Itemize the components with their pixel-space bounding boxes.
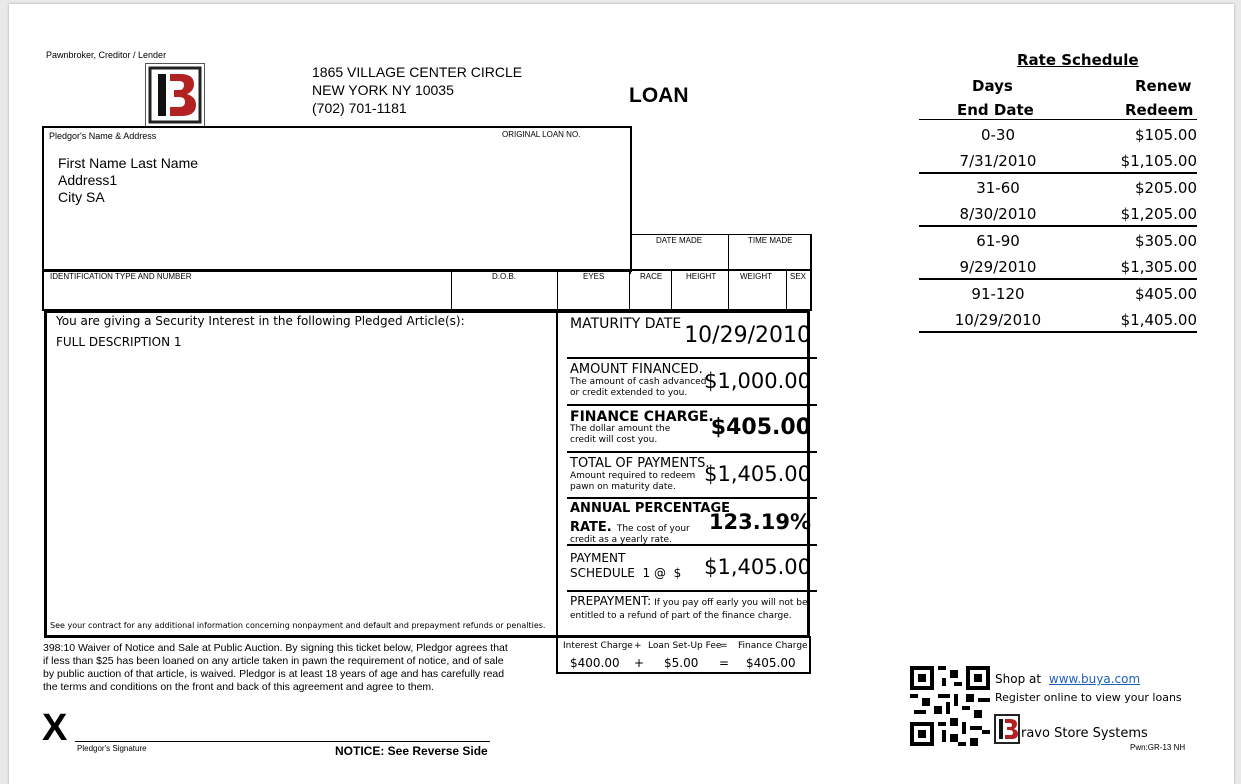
payment-schedule-value: $1,405.00 bbox=[704, 555, 811, 579]
sex-label: SEX bbox=[790, 272, 807, 281]
height-label: HEIGHT bbox=[686, 272, 717, 281]
loan-document-page bbox=[9, 4, 1234, 784]
finance-charge-value: $405.00 bbox=[710, 415, 811, 440]
rate-row-left: 9/29/2010 bbox=[959, 258, 1037, 276]
signature-line[interactable] bbox=[75, 741, 490, 742]
waiver-line-1: 398:10 Waiver of Notice and Sale at Public Auction. By signing this ticket below, Pledgor agrees that bbox=[43, 642, 508, 654]
weight-label: WEIGHT bbox=[740, 272, 772, 281]
shop-at-label: Shop at bbox=[995, 672, 1042, 686]
time-made-label: TIME MADE bbox=[748, 236, 793, 245]
original-loan-label: ORIGINAL LOAN NO. bbox=[502, 130, 581, 139]
interest-charge-label: Interest Charge bbox=[563, 641, 633, 651]
shop-at-text bbox=[995, 672, 1140, 686]
rate-col1-head2: End Date bbox=[957, 101, 1034, 119]
amount-financed-box bbox=[567, 359, 817, 406]
payment-schedule-box bbox=[567, 546, 817, 592]
rate-row-right: $205.00 bbox=[1134, 179, 1197, 197]
company-logo bbox=[145, 63, 205, 127]
rate-row-left: 0-30 bbox=[980, 126, 1016, 144]
id-type-label: IDENTIFICATION TYPE AND NUMBER bbox=[50, 272, 192, 281]
rate-row-left: 61-90 bbox=[976, 232, 1020, 250]
amount-financed-label: AMOUNT FINANCED. bbox=[570, 362, 703, 377]
finance-charge-small-value: $405.00 bbox=[746, 656, 796, 670]
prepayment-box bbox=[567, 594, 815, 621]
signature-label: Pledgor's Signature bbox=[77, 744, 147, 753]
rate-row-right: $405.00 bbox=[1134, 285, 1197, 303]
signature-mark: X bbox=[42, 707, 68, 749]
prepayment-sub2: entitled to a refund of part of the finance charge. bbox=[570, 611, 792, 621]
rate-row bbox=[919, 121, 1197, 147]
finance-charge-sub1: The dollar amount the bbox=[570, 424, 671, 434]
lender-label: Pawnbroker, Creditor / Lender bbox=[46, 50, 167, 60]
payment-label-2: SCHEDULE 1 @ $ bbox=[570, 566, 682, 580]
payment-label-1: PAYMENT bbox=[570, 551, 626, 565]
qr-code-icon bbox=[910, 666, 990, 746]
waiver-text bbox=[43, 642, 508, 694]
waiver-line-4: the terms and conditions on the front and back of this agreement and agree to them. bbox=[43, 681, 435, 693]
rate-col2-head2: Redeem bbox=[1125, 101, 1194, 119]
amount-financed-sub1: The amount of cash advanced bbox=[570, 377, 707, 387]
apr-sub1: The cost of your bbox=[616, 524, 690, 534]
address-line-2: NEW YORK NY 10035 bbox=[312, 82, 454, 98]
eyes-label: EYES bbox=[583, 272, 605, 281]
total-payments-sub2: pawn on maturity date. bbox=[570, 482, 676, 492]
setup-fee-label: Loan Set-Up Fee bbox=[648, 641, 722, 651]
notice-reverse-side: NOTICE: See Reverse Side bbox=[335, 744, 488, 758]
bravo-logo-icon bbox=[994, 714, 1020, 744]
register-text: Register online to view your loans bbox=[995, 691, 1182, 704]
bravo-brand-text: ravo Store Systems bbox=[1021, 726, 1148, 741]
rate-row-left: 7/31/2010 bbox=[959, 152, 1037, 170]
rate-row-left: 8/30/2010 bbox=[959, 205, 1037, 223]
rate-row bbox=[919, 253, 1197, 279]
article-description: FULL DESCRIPTION 1 bbox=[56, 335, 182, 349]
rate-col1-head1: Days bbox=[972, 77, 1013, 95]
plus-sign-1: + bbox=[634, 641, 642, 651]
rate-row bbox=[919, 306, 1197, 332]
plus-sign-2: + bbox=[634, 656, 645, 670]
total-payments-sub1: Amount required to redeem bbox=[570, 471, 696, 481]
apr-label-2: RATE. bbox=[570, 520, 612, 535]
apr-label-1: ANNUAL PERCENTAGE bbox=[570, 501, 731, 516]
total-payments-value: $1,405.00 bbox=[704, 462, 811, 486]
buya-link[interactable]: www.buya.com bbox=[1048, 672, 1141, 686]
dob-label: D.O.B. bbox=[492, 272, 517, 281]
rate-row bbox=[919, 174, 1197, 200]
pledgor-address1: Address1 bbox=[58, 172, 118, 188]
prepayment-label: PREPAYMENT: bbox=[570, 594, 652, 608]
race-label: RACE bbox=[640, 272, 663, 281]
rate-row-right: $1,105.00 bbox=[1120, 152, 1197, 170]
amount-financed-sub2: or credit extended to you. bbox=[570, 388, 688, 398]
waiver-line-3: by public auction of that article, is waived. Pledgor is at least 18 years of age and has carefully read bbox=[43, 668, 505, 680]
maturity-date-value: 10/29/2010 bbox=[684, 323, 811, 348]
rate-row-right: $305.00 bbox=[1134, 232, 1197, 250]
lender-address bbox=[312, 63, 522, 117]
total-payments-label: TOTAL OF PAYMENTS. bbox=[570, 456, 710, 471]
rate-row bbox=[919, 227, 1197, 253]
total-payments-box bbox=[567, 453, 817, 499]
articles-heading: You are giving a Security Interest in the following Pledged Article(s): bbox=[56, 314, 465, 328]
rate-row-right: $105.00 bbox=[1134, 126, 1197, 144]
equals-sign-2: = bbox=[719, 656, 730, 670]
pledgor-label: Pledgor's Name & Address bbox=[49, 131, 157, 141]
date-made-label: DATE MADE bbox=[656, 236, 703, 245]
finance-charge-sub2: credit will cost you. bbox=[570, 435, 658, 445]
rate-row-right: $1,205.00 bbox=[1120, 205, 1197, 223]
rate-row-left: 10/29/2010 bbox=[954, 311, 1042, 329]
maturity-date-label: MATURITY DATE bbox=[570, 316, 682, 332]
pledgor-details bbox=[58, 155, 198, 206]
apr-box bbox=[567, 499, 817, 546]
finance-charge-small-label: Finance Charge bbox=[738, 641, 808, 651]
maturity-date-box bbox=[567, 311, 817, 359]
prepayment-sub1: If you pay off early you will not be bbox=[654, 598, 808, 608]
rate-row-left: 91-120 bbox=[971, 285, 1025, 303]
pledgor-city: City SA bbox=[58, 189, 105, 205]
rate-row bbox=[919, 280, 1197, 306]
waiver-line-2: if less than $25 has been loaned on any article taken in pawn the requirement of notice, and of sale bbox=[43, 655, 504, 667]
finance-charge-box bbox=[567, 406, 817, 453]
articles-footer-note: See your contract for any additional information concerning nonpayment and default and prepayment refunds or penalties. bbox=[50, 621, 546, 630]
pledgor-name: First Name Last Name bbox=[58, 155, 199, 171]
apr-value: 123.19% bbox=[708, 510, 811, 534]
rate-row bbox=[919, 200, 1197, 226]
rate-row-right: $1,305.00 bbox=[1120, 258, 1197, 276]
interest-charge-value: $400.00 bbox=[570, 656, 620, 670]
amount-financed-value: $1,000.00 bbox=[704, 369, 811, 393]
rate-row-right: $1,405.00 bbox=[1120, 311, 1197, 329]
rate-row-left: 31-60 bbox=[976, 179, 1020, 197]
finance-charge-label: FINANCE CHARGE. bbox=[570, 409, 714, 425]
document-title: LOAN bbox=[629, 84, 689, 107]
rate-row bbox=[919, 147, 1197, 173]
rate-schedule-title: Rate Schedule bbox=[1017, 51, 1139, 69]
rate-col2-head1: Renew bbox=[1135, 77, 1192, 95]
address-line-3: (702) 701-1181 bbox=[312, 100, 407, 116]
apr-sub2: credit as a yearly rate. bbox=[570, 535, 672, 545]
form-code: Pwn:GR-13 NH bbox=[1130, 743, 1186, 752]
equals-sign-1: = bbox=[720, 641, 728, 651]
setup-fee-value: $5.00 bbox=[664, 656, 699, 670]
address-line-1: 1865 VILLAGE CENTER CIRCLE bbox=[312, 64, 523, 80]
